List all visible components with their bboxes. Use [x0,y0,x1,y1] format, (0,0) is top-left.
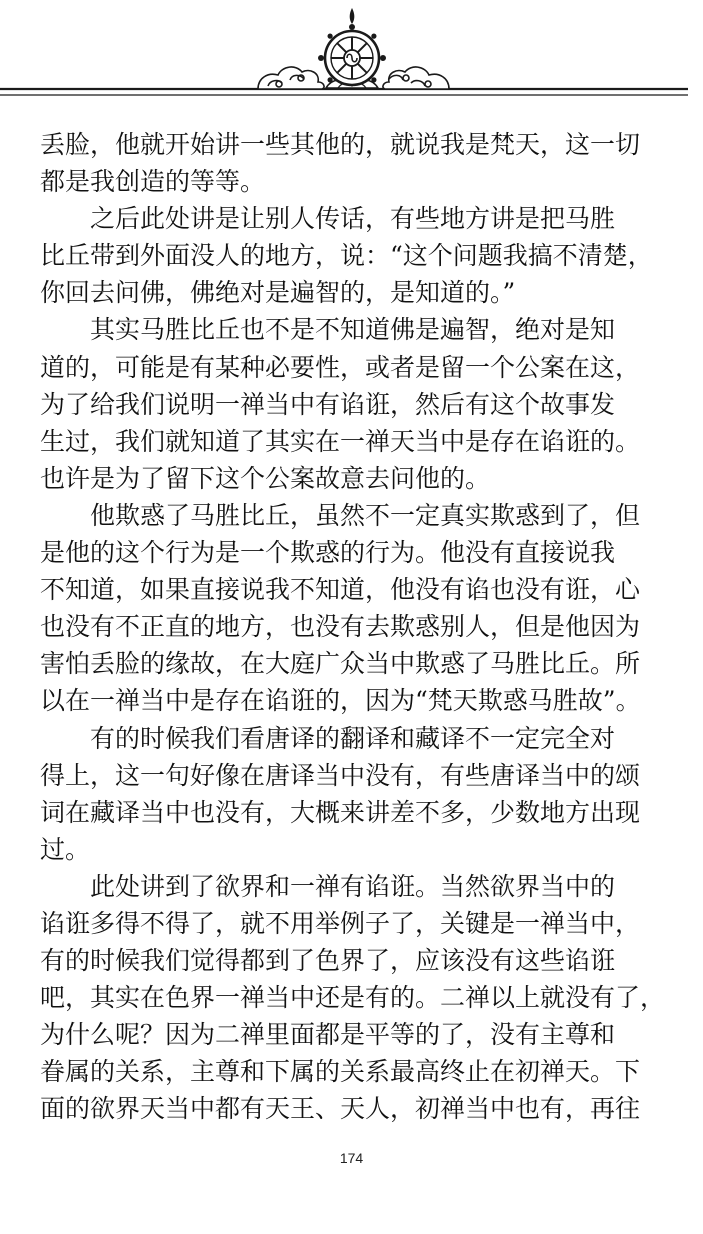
text-line: 也许是为了留下这个公案故意去问他的。 [40,463,491,493]
text-line: 之后此处讲是让别人传话，有些地方讲是把马胜 [90,204,616,234]
text-line: 此处讲到了欲界和一禅有谄诳。当然欲界当中的 [90,871,616,901]
header-ornament [0,0,703,108]
text-line: 吧，其实在色界一禅当中还是有的。二禅以上就没有了， [40,983,666,1013]
paragraph [40,200,670,311]
text-line: 他欺惑了马胜比丘，虽然不一定真实欺惑到了，但 [90,500,641,530]
text-line: 是他的这个行为是一个欺惑的行为。他没有直接说我 [40,538,616,568]
text-line: 过。 [40,834,91,864]
text-line: 眷属的关系，主尊和下属的关系最高终止在初禅天。下 [40,1057,641,1087]
text-line: 比丘带到外面没人的地方，说：“这个问题我搞不清楚， [40,241,653,271]
paragraph [40,720,670,868]
text-line: 不知道，如果直接说我不知道，他没有谄也没有诳，心 [40,575,641,605]
paragraph [40,497,670,720]
cloud-scroll-left-icon [258,67,324,89]
text-line: 丢脸，他就开始讲一些其他的，就说我是梵天，这一切 [40,130,641,159]
text-line: 为了给我们说明一禅当中有谄诳，然后有这个故事发 [40,389,616,419]
text-line: 生过，我们就知道了其实在一禅天当中是存在谄诳的。 [40,426,641,456]
paragraph [40,126,670,200]
text-line: 其实马胜比丘也不是不知道佛是遍智，绝对是知 [90,315,616,345]
page-number: 174 [339,1150,364,1166]
text-line: 词在藏译当中也没有，大概来讲差不多，少数地方出现 [40,797,641,827]
dharma-wheel-icon [318,8,386,88]
text-line: 为什么呢？因为二禅里面都是平等的了，没有主尊和 [40,1020,616,1050]
paragraph [40,868,670,1128]
page-header [0,0,703,108]
text-line: 也没有不正直的地方，也没有去欺惑别人，但是他因为 [40,612,641,642]
text-line: 有的时候我们看唐译的翻译和藏译不一定完全对 [90,723,616,753]
text-line: 道的，可能是有某种必要性，或者是留一个公案在这， [40,352,641,382]
text-line: 以在一禅当中是存在谄诳的，因为“梵天欺惑马胜故”。 [40,686,641,716]
text-line: 谄诳多得不得了，就不用举例子了，关键是一禅当中， [40,908,641,938]
cloud-scroll-right-icon [383,67,449,89]
text-line: 得上，这一句好像在唐译当中没有，有些唐译当中的颂 [40,760,641,790]
text-line: 面的欲界天当中都有天王、天人，初禅当中也有，再往 [40,1094,641,1124]
text-line: 都是我创造的等等。 [40,167,266,197]
header-rule [0,89,688,95]
text-line: 你回去问佛，佛绝对是遍智的，是知道的。” [40,278,516,308]
paragraph [40,311,670,496]
text-line: 有的时候我们觉得都到了色界了，应该没有这些谄诳 [40,946,616,976]
text-body [40,126,670,1128]
text-line: 害怕丢脸的缘故，在大庭广众当中欺惑了马胜比丘。所 [40,649,641,679]
